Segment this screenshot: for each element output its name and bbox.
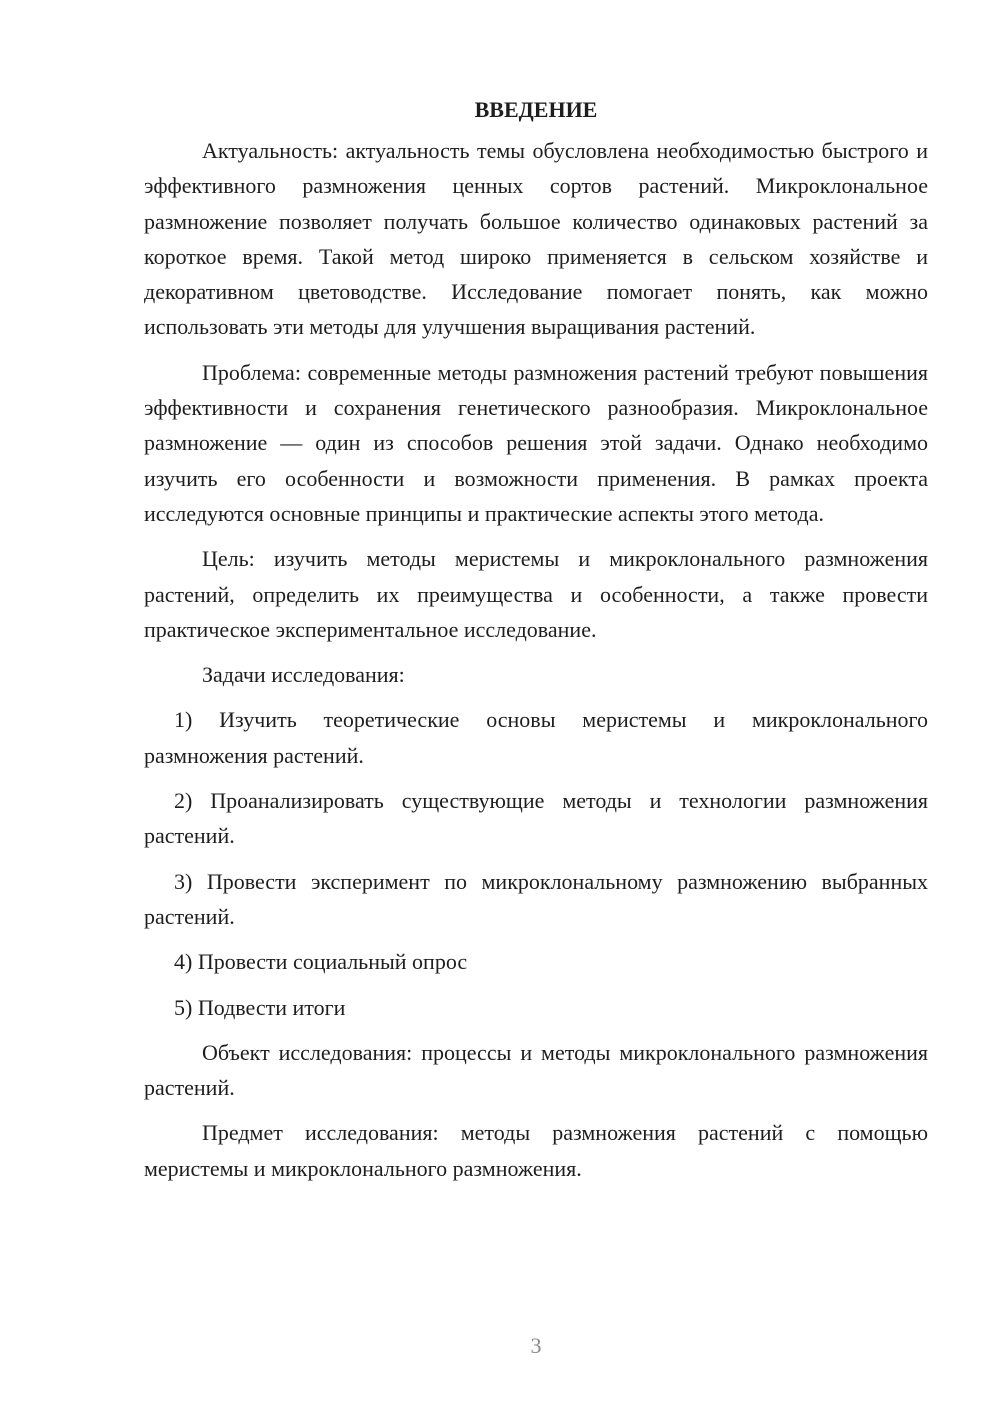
task-item: 4) Провести социальный опрос <box>174 949 468 975</box>
tasks-heading: Задачи исследования: <box>202 662 405 688</box>
object-paragraph: Объект исследования: процессы и методы микроклонального размножения растений. <box>144 1039 928 1101</box>
task-item: 5) Подвести итоги <box>174 994 346 1020</box>
page-content <box>144 92 928 1196</box>
task-item: 3) Провести эксперимент по микроклональному размножению выбранных растений. <box>144 868 928 929</box>
problem-paragraph: Проблема: современные методы размножения растений требуют повышения эффективности и сохранения генетического разнообразия. Микроклональное размножение — один из способов решения этой задачи. Однако необходимо изучить его особенности и возможности применения. В рамках проекта исследуются основные принципы и практические аспекты этого метода. <box>144 359 928 526</box>
goal-paragraph: Цель: изучить методы меристемы и микроклонального размножения растений, определить их преимущества и особенности, а также провести практическое экспериментальное исследование. <box>144 546 928 642</box>
subject-paragraph: Предмет исследования: методы размножения растений с помощью меристемы и микроклонального размножения. <box>144 1120 928 1181</box>
page-title: ВВЕДЕНИЕ <box>474 97 598 122</box>
page-number: 3 <box>530 1333 542 1358</box>
task-item: 2) Проанализировать существующие методы и технологии размножения растений. <box>144 788 928 849</box>
relevance-paragraph: Актуальность: актуальность темы обусловлена необходимостью быстрого и эффективного размножения ценных сортов растений. Микроклональное размножение позволяет получать большое количество одинаковых растений за короткое время. Такой метод широко применяется в сельском хозяйстве и декоративном цветоводстве. Исследование помогает понять, как можно использовать эти методы для улучшения выращивания растений. <box>144 138 928 340</box>
task-item: 1) Изучить теоретические основы меристемы и микроклонального размножения растений. <box>144 707 928 768</box>
